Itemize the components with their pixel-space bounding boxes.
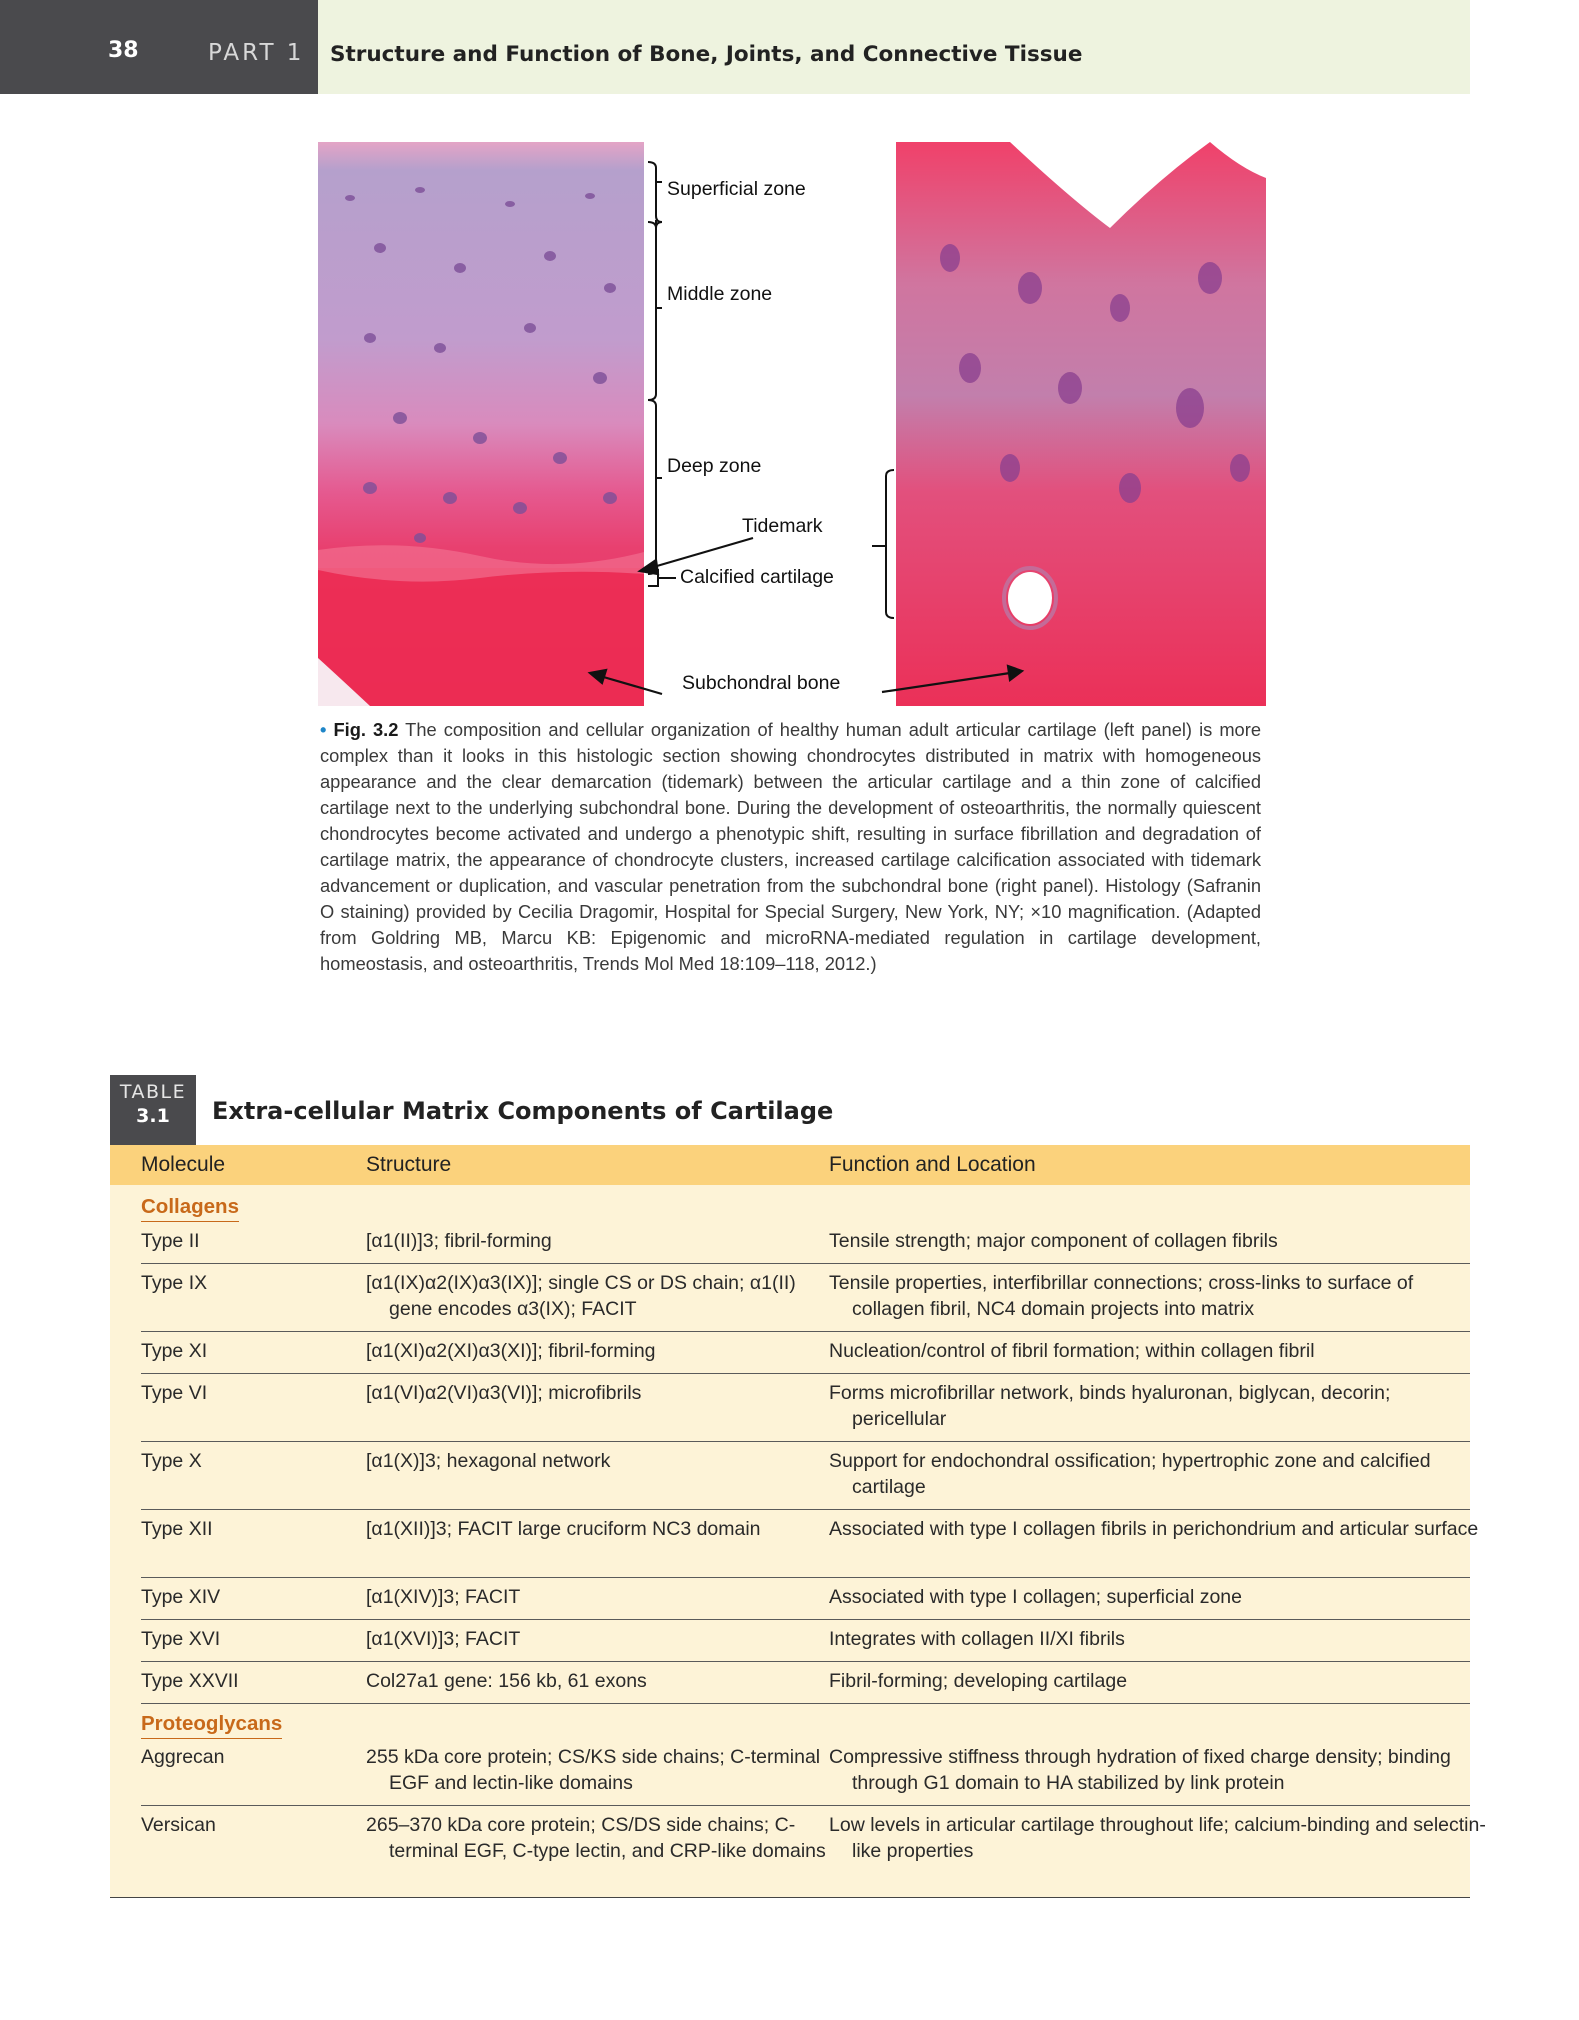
cell-function: Nucleation/control of fibril formation; within collagen fibril: [829, 1340, 1315, 1362]
figure-caption: [320, 717, 1261, 977]
row-divider: [141, 1619, 1470, 1620]
row-divider: [141, 1703, 1470, 1704]
caption-bullet: •: [320, 719, 327, 740]
row-divider: [141, 1805, 1470, 1806]
table-row: [141, 1448, 1470, 1510]
cell-molecule: Type VI: [141, 1382, 208, 1404]
label-subchondral-bone: Subchondral bone: [682, 672, 841, 694]
caption-figure-ref: Fig. 3.2: [333, 719, 399, 740]
row-divider: [141, 1441, 1470, 1442]
table-row: [141, 1270, 1470, 1332]
cell-structure: 265–370 kDa core protein; CS/DS side chains; C-terminal EGF, C-type lectin, and CRP-like domains: [366, 1814, 826, 1862]
page-number: 38: [108, 38, 139, 63]
cell-function: Associated with type I collagen fibrils in perichondrium and articular surface: [829, 1518, 1479, 1540]
table-row: [141, 1668, 1470, 1704]
cell-molecule: Type IX: [141, 1272, 208, 1294]
cell-molecule: Type X: [141, 1450, 202, 1472]
cell-function: Forms microfibrillar network, binds hyaluronan, biglycan, decorin; pericellular: [829, 1382, 1391, 1430]
caption-text: The composition and cellular organization of healthy human adult articular cartilage (left panel) is more complex than it looks in this histologic section showing chondrocytes distributed in matrix with homogeneous appearance and the clear demarcation (tidemark) between the articular cartilage and a thin zone of calcified cartilage next to the underlying subchondral bone. During the development of osteoarthritis, the normally quiescent chondrocytes become activated and undergo a phenotypic shift, resulting in surface fibrillation and degradation of cartilage matrix, the appearance of chondrocyte clusters, increased cartilage calcification associated with tidemark advancement or duplication, and vascular penetration from the subchondral bone (right panel). Histology (Safranin O staining) provided by Cecilia Dragomir, Hospital for Special Surgery, New York, NY; ×10 magnification. (Adapted from Goldring MB, Marcu KB: Epigenomic and microRNA-mediated regulation in cartilage development, homeostasis, and osteoarthritis, Trends Mol Med 18:109–118, 2012.): [320, 719, 1261, 974]
cell-molecule: Type XIV: [141, 1586, 221, 1608]
cell-structure: [α1(XI)α2(XI)α3(XI)]; fibril-forming: [366, 1340, 656, 1362]
cell-structure: [α1(VI)α2(VI)α3(VI)]; microfibrils: [366, 1382, 642, 1404]
cell-molecule: Type XXVII: [141, 1670, 239, 1692]
table-badge-word: TABLE: [119, 1081, 187, 1103]
row-divider: [141, 1661, 1470, 1662]
cell-molecule: Aggrecan: [141, 1746, 225, 1768]
table-row: [141, 1338, 1470, 1374]
group-label-collagens: Collagens: [141, 1195, 239, 1222]
label-superficial-zone: Superficial zone: [667, 178, 806, 200]
label-calcified-cartilage: Calcified cartilage: [680, 566, 834, 588]
label-deep-zone: Deep zone: [667, 455, 762, 477]
table-header-row: [110, 1145, 1470, 1185]
cell-function: Tensile strength; major component of collagen fibrils: [829, 1230, 1278, 1252]
header-part-box: [0, 0, 318, 94]
group-label-proteoglycans: Proteoglycans: [141, 1712, 282, 1739]
col-header-molecule: Molecule: [141, 1153, 226, 1176]
row-divider: [141, 1373, 1470, 1374]
cell-structure: [α1(II)]3; fibril-forming: [366, 1230, 552, 1252]
table-row: [141, 1228, 1470, 1264]
cell-function: Associated with type I collagen; superficial zone: [829, 1586, 1242, 1608]
left-histology-panel: [318, 142, 644, 706]
table-badge-number: 3.1: [136, 1105, 170, 1127]
table-row: [141, 1516, 1479, 1578]
ecm-table: [110, 1145, 1486, 1898]
cell-structure: [α1(X)]3; hexagonal network: [366, 1450, 611, 1472]
cell-molecule: Type XVI: [141, 1628, 221, 1650]
cell-molecule: Type II: [141, 1230, 200, 1252]
right-histology-panel: [896, 142, 1266, 706]
table-row: [141, 1812, 1486, 1892]
table-badge: [110, 1075, 196, 1145]
row-divider: [141, 1509, 1470, 1510]
cell-structure: [α1(XIV)]3; FACIT: [366, 1586, 521, 1608]
label-middle-zone: Middle zone: [667, 283, 773, 305]
cell-structure: 255 kDa core protein; CS/KS side chains; C-terminal EGF and lectin-like domains: [366, 1746, 821, 1794]
cell-structure: Col27a1 gene: 156 kb, 61 exons: [366, 1670, 647, 1692]
cell-structure: [α1(IX)α2(IX)α3(IX)]; single CS or DS chain; α1(II) gene encodes α3(IX); FACIT: [366, 1272, 796, 1320]
cell-function: Compressive stiffness through hydration of fixed charge density; binding through G1 domain to HA stabilized by link protein: [829, 1746, 1451, 1794]
cell-function: Fibril-forming; developing cartilage: [829, 1670, 1128, 1692]
part-label: PART 1: [208, 40, 305, 66]
label-tidemark: Tidemark: [742, 515, 823, 537]
histology-figure: [310, 138, 1270, 718]
table-row: [141, 1744, 1470, 1806]
row-divider: [141, 1331, 1470, 1332]
chapter-title: Structure and Function of Bone, Joints, and Connective Tissue: [330, 42, 1083, 67]
col-header-structure: Structure: [366, 1153, 452, 1176]
cell-structure: [α1(XVI)]3; FACIT: [366, 1628, 521, 1650]
table-row: [141, 1380, 1470, 1442]
cell-structure: [α1(XII)]3; FACIT large cruciform NC3 domain: [366, 1518, 761, 1540]
cell-function: Tensile properties, interfibrillar connections; cross-links to surface of collagen fibril, NC4 domain projects into matrix: [829, 1272, 1414, 1320]
header-title-bar: [318, 0, 1470, 94]
cell-function: Support for endochondral ossification; hypertrophic zone and calcified cartilage: [829, 1450, 1431, 1498]
row-divider: [141, 1263, 1470, 1264]
cell-function: Low levels in articular cartilage throughout life; calcium-binding and selectin-like properties: [829, 1814, 1486, 1862]
cell-molecule: Versican: [141, 1814, 216, 1836]
col-header-function: Function and Location: [829, 1153, 1036, 1176]
cell-molecule: Type XII: [141, 1518, 213, 1540]
table-row: [141, 1584, 1470, 1620]
cell-function: Integrates with collagen II/XI fibrils: [829, 1628, 1125, 1650]
cell-molecule: Type XI: [141, 1340, 208, 1362]
row-divider: [141, 1577, 1470, 1578]
table-title: Extra-cellular Matrix Components of Cartilage: [212, 1097, 834, 1125]
zone-brackets: [648, 162, 894, 618]
table-row: [141, 1626, 1470, 1662]
